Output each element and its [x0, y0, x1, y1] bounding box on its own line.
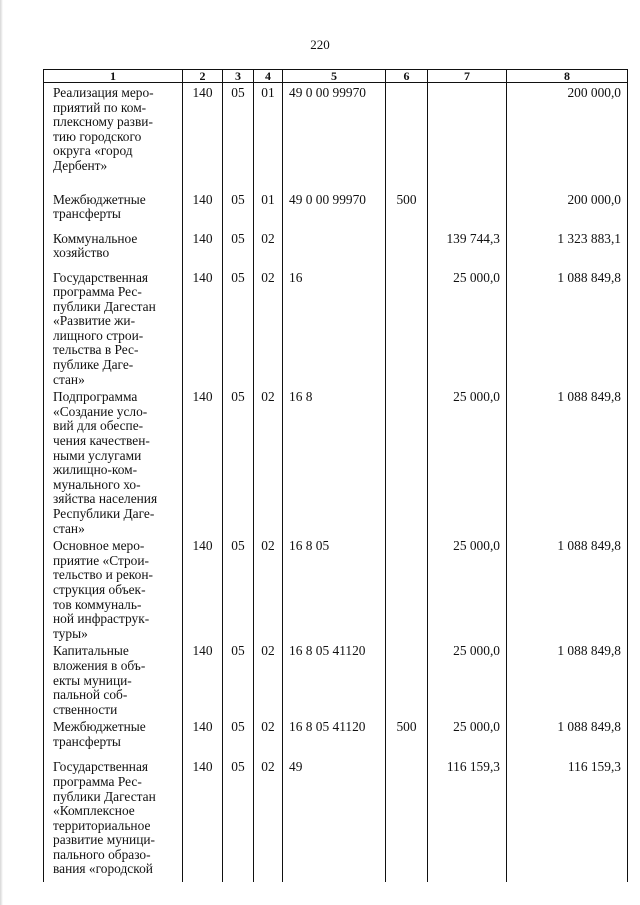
cell-subsection: 02 — [254, 536, 283, 641]
item-name-line: Государственная — [53, 759, 149, 775]
cell-budget-code: 140 — [183, 757, 223, 882]
cell-subsection: 02 — [254, 717, 283, 757]
cell-amount-total: 1 088 849,8 — [507, 387, 628, 536]
cell-expense-type — [386, 229, 428, 268]
cell-item-name — [44, 717, 183, 757]
table-row — [44, 229, 628, 268]
column-header: 3 — [223, 70, 254, 83]
cell-expense-type — [386, 757, 428, 882]
cell-budget-code: 140 — [183, 83, 223, 190]
item-name-line: программа Рес- — [53, 284, 142, 300]
cell-amount-total: 200 000,0 — [507, 190, 628, 229]
cell-item-name — [44, 268, 183, 388]
item-name-line: трансферты — [53, 206, 121, 222]
column-header: 4 — [254, 70, 283, 83]
cell-amount-change: 25 000,0 — [428, 268, 507, 388]
column-header: 8 — [507, 70, 628, 83]
cell-subsection: 02 — [254, 268, 283, 388]
item-name-line: Межбюджетные — [53, 719, 146, 735]
page-number: 220 — [310, 37, 330, 52]
cell-section: 05 — [223, 190, 254, 229]
cell-budget-code: 140 — [183, 717, 223, 757]
table-row — [44, 757, 628, 882]
table-row — [44, 83, 628, 190]
item-name-line: Капитальные — [53, 643, 129, 659]
cell-expense-type — [386, 641, 428, 717]
cell-section: 05 — [223, 229, 254, 268]
cell-section: 05 — [223, 641, 254, 717]
cell-item-name — [44, 229, 183, 268]
item-name-line: стан» — [53, 371, 85, 387]
item-name-line: Государственная — [53, 269, 149, 285]
scan-edge-shadow — [0, 0, 3, 905]
cell-amount-total: 1 088 849,8 — [507, 641, 628, 717]
cell-target-article: 16 8 05 41120 — [283, 717, 386, 757]
cell-amount-total: 1 088 849,8 — [507, 268, 628, 388]
cell-amount-total: 1 323 883,1 — [507, 229, 628, 268]
item-name-line: Подпрограмма — [53, 389, 138, 405]
item-name-line: ными услугами — [53, 447, 142, 463]
item-name-line: публики Дагестан — [53, 788, 156, 804]
cell-subsection: 02 — [254, 641, 283, 717]
cell-item-name — [44, 83, 183, 190]
item-name-line: публики Дагестан — [53, 298, 156, 314]
item-name-line: вложения в объ- — [53, 657, 146, 673]
item-name-line: ственности — [53, 701, 118, 717]
cell-section: 05 — [223, 387, 254, 536]
table-row — [44, 641, 628, 717]
item-name-line: мунального хо- — [53, 476, 141, 492]
table-row — [44, 536, 628, 641]
budget-table — [43, 69, 628, 882]
item-name-line: стан» — [53, 520, 85, 536]
item-name-line: вания «городской — [53, 861, 153, 877]
item-name-line: Коммунальное — [53, 230, 138, 246]
cell-section: 05 — [223, 268, 254, 388]
item-name-line: хозяйство — [53, 245, 110, 261]
cell-subsection: 01 — [254, 190, 283, 229]
table-row — [44, 268, 628, 388]
cell-budget-code: 140 — [183, 229, 223, 268]
item-name-line: «Комплексное — [53, 803, 135, 819]
item-name-line: екты муници- — [53, 672, 132, 688]
item-name-line: тов коммуналь- — [53, 596, 142, 612]
item-name-line: программа Рес- — [53, 773, 142, 789]
column-header: 5 — [283, 70, 386, 83]
cell-section: 05 — [223, 757, 254, 882]
item-name-line: вий для обеспе- — [53, 418, 144, 434]
item-name-line: струкция объек- — [53, 581, 146, 597]
cell-expense-type: 500 — [386, 717, 428, 757]
cell-amount-change: 25 000,0 — [428, 387, 507, 536]
cell-item-name — [44, 387, 183, 536]
cell-budget-code: 140 — [183, 641, 223, 717]
cell-target-article: 16 — [283, 268, 386, 388]
item-name-line: Дербент» — [53, 157, 108, 173]
table-row — [44, 387, 628, 536]
item-name-line: приятие «Строи- — [53, 552, 149, 568]
item-name-line: трансферты — [53, 733, 121, 749]
cell-expense-type — [386, 83, 428, 190]
item-name-line: ной инфраструк- — [53, 611, 150, 627]
cell-amount-total: 1 088 849,8 — [507, 717, 628, 757]
item-name-line: Республики Даге- — [53, 506, 155, 521]
item-name-line: туры» — [53, 625, 88, 641]
table-row — [44, 717, 628, 757]
item-name-line: чения качествен- — [53, 433, 150, 449]
item-name-line: «Развитие жи- — [53, 313, 136, 329]
table-body — [44, 83, 628, 883]
item-name-line: Реализация меро- — [53, 85, 154, 100]
budget-table-container — [43, 69, 627, 877]
item-name-line: тельство и рекон- — [53, 567, 153, 583]
cell-amount-change: 25 000,0 — [428, 641, 507, 717]
column-header: 6 — [386, 70, 428, 83]
item-name-line: жилищно-ком- — [53, 462, 138, 478]
cell-budget-code: 140 — [183, 387, 223, 536]
cell-subsection: 02 — [254, 229, 283, 268]
cell-target-article: 16 8 — [283, 387, 386, 536]
cell-expense-type — [386, 387, 428, 536]
cell-amount-change: 116 159,3 — [428, 757, 507, 882]
cell-target-article: 49 0 00 99970 — [283, 190, 386, 229]
cell-target-article: 49 — [283, 757, 386, 882]
table-header-row — [44, 70, 628, 83]
item-name-line: тельства в Рес- — [53, 342, 139, 358]
item-name-line: Основное меро- — [53, 538, 145, 554]
cell-subsection: 01 — [254, 83, 283, 190]
cell-item-name — [44, 757, 183, 882]
item-name-line: пальной соб- — [53, 687, 128, 703]
cell-amount-total: 200 000,0 — [507, 83, 628, 190]
table-row — [44, 190, 628, 229]
cell-section: 05 — [223, 83, 254, 190]
cell-subsection: 02 — [254, 387, 283, 536]
item-name-line: зяйства населения — [53, 491, 158, 507]
cell-budget-code: 140 — [183, 190, 223, 229]
cell-amount-total: 116 159,3 — [507, 757, 628, 882]
cell-item-name — [44, 536, 183, 641]
cell-target-article: 16 8 05 41120 — [283, 641, 386, 717]
cell-item-name — [44, 641, 183, 717]
cell-section: 05 — [223, 536, 254, 641]
item-name-line: тию городского — [53, 128, 142, 144]
item-name-line: округа «город — [53, 143, 133, 159]
item-name-line: «Создание усло- — [53, 403, 148, 419]
cell-target-article: 49 0 00 99970 — [283, 83, 386, 190]
item-name-line: приятий по ком- — [53, 99, 147, 115]
item-name-line: плексному разви- — [53, 114, 153, 130]
cell-amount-change: 25 000,0 — [428, 717, 507, 757]
cell-target-article — [283, 229, 386, 268]
cell-expense-type — [386, 536, 428, 641]
cell-subsection: 02 — [254, 757, 283, 882]
cell-budget-code: 140 — [183, 268, 223, 388]
cell-target-article: 16 8 05 — [283, 536, 386, 641]
cell-amount-change: 25 000,0 — [428, 536, 507, 641]
cell-amount-change — [428, 83, 507, 190]
cell-amount-total: 1 088 849,8 — [507, 536, 628, 641]
cell-section: 05 — [223, 717, 254, 757]
cell-expense-type — [386, 268, 428, 388]
column-header: 1 — [44, 70, 183, 83]
cell-amount-change — [428, 190, 507, 229]
item-name-line: Межбюджетные — [53, 191, 146, 207]
cell-expense-type: 500 — [386, 190, 428, 229]
column-header: 7 — [428, 70, 507, 83]
cell-item-name — [44, 190, 183, 229]
cell-amount-change: 139 744,3 — [428, 229, 507, 268]
cell-budget-code: 140 — [183, 536, 223, 641]
column-header: 2 — [183, 70, 223, 83]
item-name-line: пального образо- — [53, 846, 151, 862]
item-name-line: территориальное — [53, 817, 151, 833]
item-name-line: публике Даге- — [53, 357, 134, 373]
item-name-line: развитие муници- — [53, 832, 156, 848]
item-name-line: лищного строи- — [53, 327, 144, 343]
